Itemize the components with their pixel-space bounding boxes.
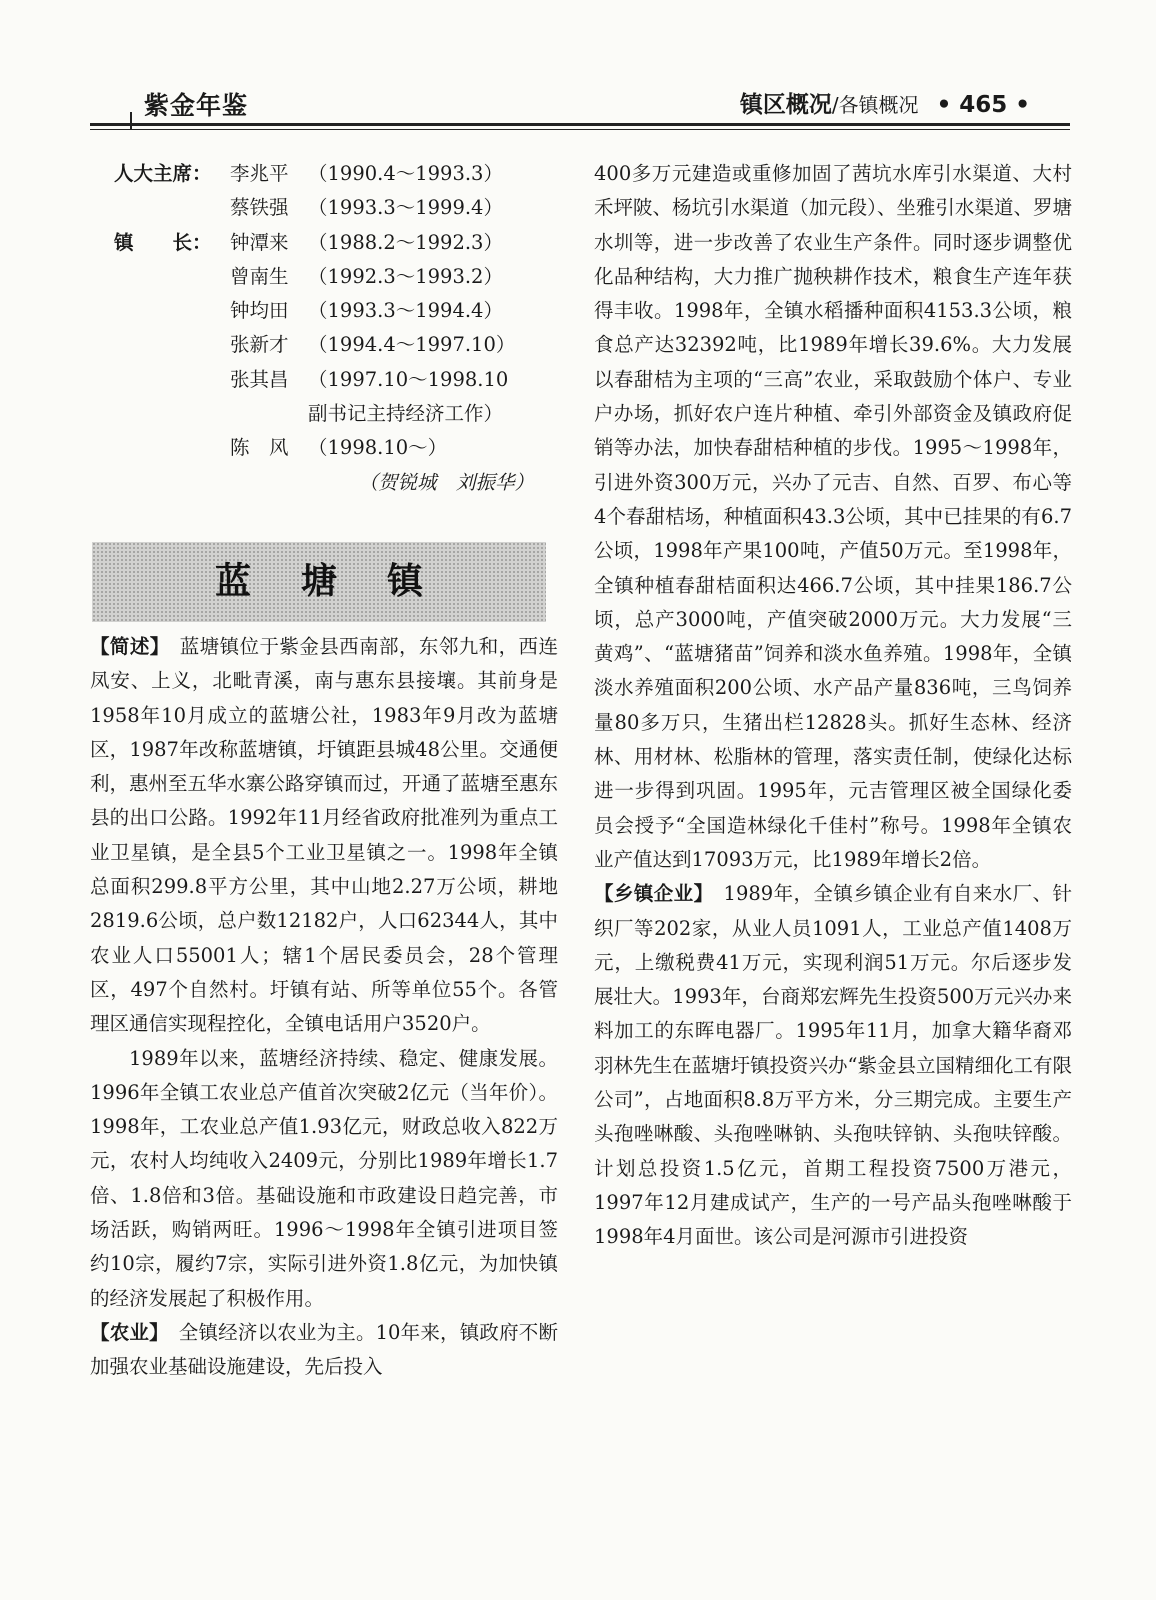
official-row xyxy=(114,431,558,465)
paragraph-tag: 【乡镇企业】 xyxy=(594,882,714,906)
official-term: （1998.10～） xyxy=(308,436,448,460)
paragraph-text: 1989年以来，蓝塘经济持续、稳定、健康发展。1996年全镇工农业总产值首次突破2亿元（当年价）。1998年，工农业总产值1.93亿元，财政总收入822万元，农村人均纯收入2409元，分别比1989年增长1.7倍、1.8倍和3倍。基础设施和市政建设日趋完善，市场活跃，购销两旺。1996～1998年全镇引进项目签约10宗，履约7宗，实际引进外资1.8亿元，为加快镇的经济发展起了积极作用。 xyxy=(90,1046,558,1310)
official-name: 张其昌 xyxy=(230,367,289,391)
left-column xyxy=(90,157,558,1385)
official-name: 陈 风 xyxy=(230,436,289,460)
official-name: 李兆平 xyxy=(230,162,289,185)
official-name: 钟均田 xyxy=(230,299,289,323)
paragraph-economy xyxy=(90,1042,558,1316)
paragraph-tag: 【简述】 xyxy=(90,634,170,658)
town-title-banner xyxy=(92,542,546,622)
official-term: （1994.4～1997.10） xyxy=(308,333,516,357)
paragraph-tag: 【农业】 xyxy=(90,1320,169,1344)
subsection-title: /各镇概况 xyxy=(831,93,919,117)
paragraph-text: 蓝塘镇位于紫金县西南部，东邻九和，西连凤安、上义，北毗青溪，南与惠东县接壤。其前身是1958年10月成立的蓝塘公社，1983年9月改为蓝塘区，1987年改称蓝塘镇，圩镇距县城48公里。交通便利，惠州至五华水寨公路穿镇而过，开通了蓝塘至惠东县的出口公路。1992年11月经省政府批准列为重点工业卫星镇，是全县5个工业卫星镇之一。1998年全镇总面积299.8平方公里，其中山地2.27万公顷，耕地2819.6公顷，总户数12182户，人口62344人，其中农业人口55001人；辖1个居民委员会，28个管理区，497个自然村。圩镇有站、所等单位55个。各管理区通信实现程控化，全镇电话用户3520户。 xyxy=(90,634,559,1036)
page-number: • 465 • xyxy=(936,92,1030,118)
official-name: 曾南生 xyxy=(230,264,289,288)
header-rule xyxy=(90,123,1070,126)
section-title: 镇区概况 xyxy=(739,92,832,118)
header-tick xyxy=(130,112,132,130)
paragraph-township-enterprise xyxy=(594,877,1072,1254)
right-column xyxy=(594,157,1072,1255)
official-term: （1993.3～1994.4） xyxy=(308,299,503,323)
official-term: （1990.4～1993.3） xyxy=(308,162,503,185)
official-row xyxy=(114,157,558,191)
official-term: （1992.3～1993.2） xyxy=(308,264,503,288)
section-heading xyxy=(740,86,1030,119)
officials-list xyxy=(90,157,558,500)
header-rule-thin xyxy=(90,129,1070,130)
official-term: （1997.10～1998.10 xyxy=(308,367,509,391)
running-header xyxy=(90,86,1070,124)
paragraph-agriculture-cont xyxy=(594,157,1072,877)
official-name: 张新才 xyxy=(230,333,289,357)
paragraph-text: 400多万元建造或重修加固了茜坑水库引水渠道、大村禾坪陂、杨坑引水渠道（加元段）、坐雅引水渠道、罗塘水圳等，进一步改善了农业生产条件。同时逐步调整优化品种结构，大力推广抛秧耕作技术，粮食生产连年获得丰收。1998年，全镇水稻播种面积4153.3公顷，粮食总产达32392吨，比1989年增长39.6%。大力发展以春甜桔为主项的“三高”农业，采取鼓励个体户、专业户办场，抓好农户连片种植、牵引外部资金及镇政府促销等办法，加快春甜桔种植的步伐。1995～1998年，引进外资300万元，兴办了元吉、自然、百罗、布心等4个春甜桔场，种植面积43.3公顷，其中已挂果的有6.7公顷，1998年产果100吨，产值50万元。至1998年，全镇种植春甜桔面积达466.7公顷，其中挂果186.7公顷，总产3000吨，产值突破2000万元。大力发展“三黄鸡”、“蓝塘猪苗”饲养和淡水鱼养殖。1998年，全镇淡水养殖面积200公顷、水产品产量836吨，三鸟饲养量80多万只，生猪出栏12828头。抓好生态林、经济林、用材林、松脂林的管理，落实责任制，使绿化达标进一步得到巩固。1995年，元吉管理区被全国绿化委员会授予“全国造林绿化千佳村”称号。1998年全镇农业产值达到17093万元，比1989年增长2倍。 xyxy=(594,162,1072,871)
official-term: （1988.2～1992.3） xyxy=(308,230,503,254)
official-row xyxy=(114,260,558,294)
official-term: （1993.3～1999.4） xyxy=(308,196,503,220)
official-note: 副书记主持经济工作） xyxy=(308,402,504,426)
official-row xyxy=(114,363,558,397)
paragraph-text: 1989年，全镇乡镇企业有自来水厂、针织厂等202家，从业人员1091人，工业总产值1408万元，上缴税费41万元，实现利润51万元。尔后逐步发展壮大。1993年，台商郑宏辉先生投资500万元兴办来料加工的东晖电器厂。1995年11月，加拿大籍华裔邓羽林先生在蓝塘圩镇投资兴办“紫金县立国精细化工有限公司”，占地面积8.8万平方米，分三期完成。主要生产头孢唑啉酸、头孢唑啉钠、头孢呋锌钠、头孢呋锌酸。计划总投资1.5亿元，首期工程投资7500万港元，1997年12月建成试产，生产的一号产品头孢唑啉酸于1998年4月面世。该公司是河源市引进投资 xyxy=(594,882,1072,1249)
paragraph-overview xyxy=(90,630,558,1042)
official-row xyxy=(114,226,558,260)
paragraph-text: 全镇经济以农业为主。10年来，镇政府不断加强农业基础设施建设，先后投入 xyxy=(90,1320,558,1379)
town-title: 蓝塘镇 xyxy=(214,560,473,602)
official-name: 蔡铁强 xyxy=(230,196,289,220)
official-row xyxy=(114,294,558,328)
official-role: 人大主席： xyxy=(114,162,212,185)
author-credit: （贺锐城 刘振华） xyxy=(358,470,534,494)
paragraph-agriculture xyxy=(90,1316,558,1385)
official-row xyxy=(114,191,558,225)
book-title: 紫金年鉴 xyxy=(144,91,249,120)
official-name: 钟潭来 xyxy=(230,230,289,254)
official-row xyxy=(114,328,558,362)
official-role: 镇 长： xyxy=(114,230,212,254)
